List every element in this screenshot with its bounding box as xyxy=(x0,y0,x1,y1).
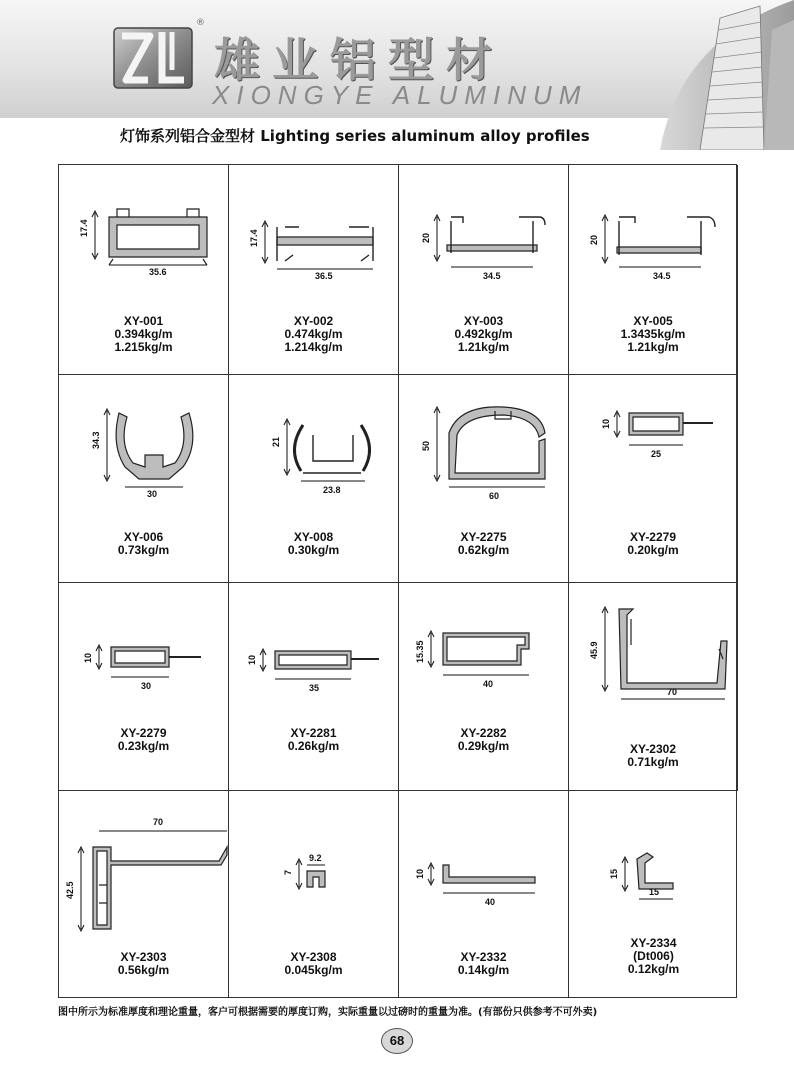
profile-weight: 1.21kg/m xyxy=(627,340,679,354)
xl-logo-icon xyxy=(112,22,194,94)
profile-code: XY-005 xyxy=(633,314,673,328)
profile-cell xyxy=(59,791,229,997)
brand-name-cn: 雄业铝型材 xyxy=(214,33,504,87)
height-dim: 21 xyxy=(271,436,281,447)
profile-label xyxy=(569,315,737,354)
profile-weight: 0.045kg/m xyxy=(284,963,343,977)
profile-cell xyxy=(399,583,569,791)
width-dim: 23.8 xyxy=(323,485,341,495)
profile-cell xyxy=(59,583,229,791)
profile-weight: 1.21kg/m xyxy=(457,340,510,354)
profile-weight: 0.71kg/m xyxy=(627,755,679,769)
height-dim: 50 xyxy=(421,440,431,451)
brand-name-en: XIONGYE ALUMINUM xyxy=(212,80,588,110)
profile-cell xyxy=(229,165,399,375)
profile-cell xyxy=(229,583,399,791)
profile-code: XY-2308 xyxy=(290,950,337,964)
profile-weight: 1.214kg/m xyxy=(284,340,343,354)
profile-code: XY-2281 xyxy=(290,726,337,740)
subtitle-cn: 灯饰系列铝合金型材 xyxy=(120,127,256,145)
profile-label xyxy=(229,727,398,753)
height-dim: 34.3 xyxy=(91,431,101,449)
profile-code: XY-2275 xyxy=(460,530,507,544)
profile-code: XY-2303 xyxy=(120,950,167,964)
profile-cell xyxy=(569,791,738,997)
profile-label xyxy=(569,743,737,769)
profile-label xyxy=(399,315,568,354)
profile-weight: 0.394kg/m xyxy=(114,327,173,341)
width-dim: 34.5 xyxy=(653,271,671,281)
profile-weight: 0.62kg/m xyxy=(457,543,510,557)
profile-weight: 0.474kg/m xyxy=(284,327,343,341)
profile-code: XY-2302 xyxy=(629,742,677,756)
profile-label xyxy=(569,531,737,557)
registered-mark: ® xyxy=(196,18,205,28)
profile-label xyxy=(59,531,228,557)
profile-drawing xyxy=(59,583,229,791)
width-dim: 15 xyxy=(649,887,660,897)
width-dim: 36.5 xyxy=(315,271,333,281)
width-dim: 35 xyxy=(309,683,320,693)
profile-code: XY-003 xyxy=(463,314,504,328)
profile-code: XY-2282 xyxy=(460,726,507,740)
profile-label xyxy=(399,951,568,977)
height-dim: 10 xyxy=(247,654,257,665)
profile-label xyxy=(229,951,398,977)
profile-cell xyxy=(399,165,569,375)
profile-code: XY-002 xyxy=(293,314,334,328)
page-number: 68 xyxy=(381,1028,413,1054)
profile-label xyxy=(399,531,568,557)
height-dim: 45.9 xyxy=(589,641,599,659)
profile-code: XY-2279 xyxy=(120,726,167,740)
profile-weight: 0.30kg/m xyxy=(287,543,340,557)
profile-code: XY-008 xyxy=(293,530,334,544)
profile-weight: 0.492kg/m xyxy=(454,327,513,341)
profile-sub-code: (Dt006) xyxy=(633,949,674,963)
subtitle-en: Lighting series aluminum alloy profiles xyxy=(260,127,590,145)
profile-code: XY-2279 xyxy=(629,530,677,544)
height-dim: 10 xyxy=(83,652,93,663)
page-header xyxy=(0,0,794,160)
height-dim: 42.5 xyxy=(65,881,75,899)
profile-cell xyxy=(399,375,569,583)
profile-weight: 0.56kg/m xyxy=(117,963,170,977)
width-dim: 30 xyxy=(147,489,158,499)
width-dim: 60 xyxy=(489,491,500,501)
height-dim: 15.35 xyxy=(415,640,425,663)
height-dim: 20 xyxy=(589,234,599,245)
page-subtitle xyxy=(120,125,590,146)
profile-cell xyxy=(569,583,738,791)
profile-label xyxy=(229,531,398,557)
height-dim: 20 xyxy=(421,232,431,243)
profile-weight: 1.3435kg/m xyxy=(620,327,686,341)
profile-label xyxy=(569,937,738,976)
building-photo-icon xyxy=(660,0,794,150)
width-dim: 70 xyxy=(667,687,678,697)
profile-weight: 0.12kg/m xyxy=(627,962,680,976)
profile-cell xyxy=(399,791,569,997)
profile-weight: 0.20kg/m xyxy=(627,543,679,557)
width-dim: 70 xyxy=(153,817,164,827)
height-dim: 17.4 xyxy=(249,229,259,247)
profile-cell xyxy=(59,375,229,583)
width-dim: 34.5 xyxy=(483,271,501,281)
profile-label xyxy=(229,315,398,354)
footer-note: 图中所示为标准厚度和理论重量，客户可根据需要的厚度订购，实际重量以过磅时的重量为准。(有部份只供参考不可外卖) xyxy=(58,1007,598,1018)
width-dim: 40 xyxy=(485,897,496,907)
profile-code: XY-001 xyxy=(123,314,164,328)
profile-cell xyxy=(569,165,738,375)
profile-weight: 0.14kg/m xyxy=(457,963,510,977)
profile-weight: 0.23kg/m xyxy=(117,739,170,753)
profile-drawing xyxy=(229,583,399,791)
profile-weight: 0.26kg/m xyxy=(287,739,340,753)
profile-label xyxy=(399,727,568,753)
height-dim: 7 xyxy=(283,869,293,875)
profile-weight: 0.29kg/m xyxy=(457,739,510,753)
width-dim: 25 xyxy=(651,449,662,459)
profile-cell xyxy=(229,791,399,997)
profile-code: XY-2334 xyxy=(630,936,677,950)
profile-label xyxy=(59,951,228,977)
width-dim: 40 xyxy=(483,679,494,689)
profile-weight: 0.73kg/m xyxy=(117,543,170,557)
width-dim: 30 xyxy=(141,681,152,691)
profile-label xyxy=(59,727,228,753)
profile-cell xyxy=(59,165,229,375)
profile-cell xyxy=(569,375,738,583)
height-dim: 10 xyxy=(415,868,425,879)
height-dim: 10 xyxy=(601,418,611,429)
width-dim: 35.6 xyxy=(149,267,167,277)
width-dim: 9.2 xyxy=(309,853,322,863)
profile-label xyxy=(59,315,228,354)
profile-cell xyxy=(229,375,399,583)
height-dim: 15 xyxy=(609,868,619,879)
profile-code: XY-2332 xyxy=(460,950,507,964)
profile-weight: 1.215kg/m xyxy=(114,340,173,354)
profile-code: XY-006 xyxy=(123,530,164,544)
height-dim: 17.4 xyxy=(79,219,89,237)
profile-drawing xyxy=(399,583,569,791)
profiles-grid xyxy=(58,164,737,998)
